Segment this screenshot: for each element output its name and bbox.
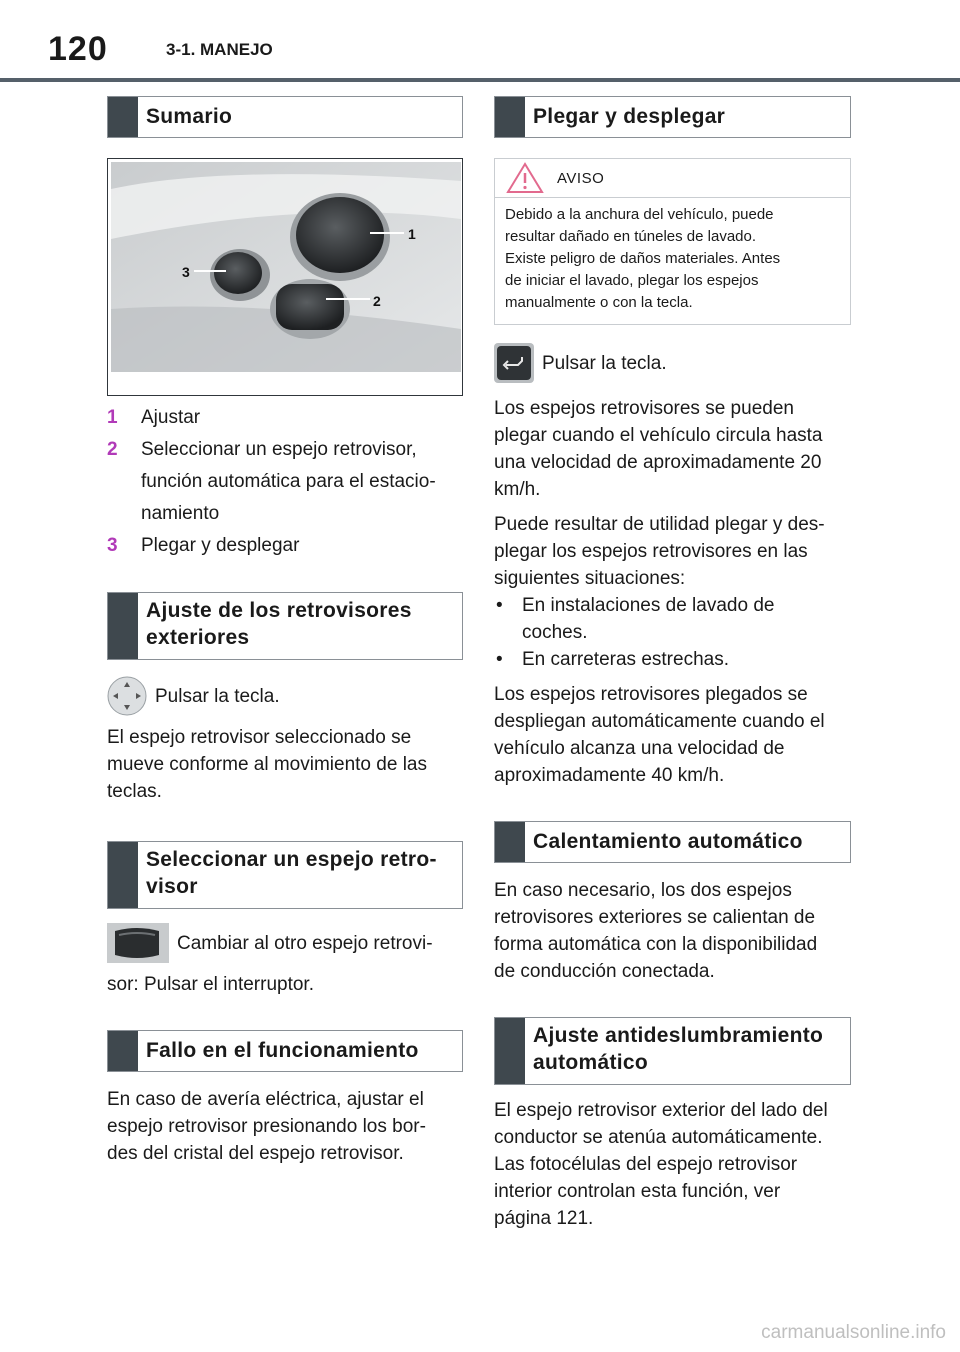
list-item: 1 Ajustar (107, 407, 201, 428)
callout-2: 2 (373, 293, 381, 309)
ajuste-body: mueve conforme al movimiento de las (107, 754, 427, 775)
aviso-text: Debido a la anchura del vehículo, puede (505, 206, 774, 223)
ajuste-title-line2: exteriores (146, 626, 250, 649)
ajuste-body: teclas. (107, 781, 162, 802)
calent-body: forma automática con la disponibilidad (494, 934, 818, 955)
fallo-body: espejo retrovisor presionando los bor- (107, 1116, 426, 1137)
fallo-title: Fallo en el funcionamiento (146, 1039, 419, 1062)
antides-body: Las fotocélulas del espejo retrovisor (494, 1154, 798, 1175)
list-item: 2 Seleccionar un espejo retrovisor, (107, 439, 417, 460)
bullet-item: • En carreteras estrechas. (496, 649, 729, 670)
sumario-title: Sumario (146, 105, 233, 128)
plegar-body: km/h. (494, 479, 541, 500)
list-item: namiento (141, 503, 220, 524)
list-item: 3 Plegar y desplegar (107, 535, 300, 556)
plegar-body: plegar los espejos retrovisores en las (494, 541, 808, 562)
section-antideslumbramiento (494, 1017, 851, 1085)
mirror-switch-icon (107, 923, 169, 963)
select-body-line2: sor: Pulsar el interruptor. (107, 974, 314, 995)
antides-body: interior controlan esta función, ver (494, 1181, 781, 1202)
bullet-item: • En instalaciones de lavado de coches. (496, 595, 775, 643)
section-fallo (107, 1030, 463, 1072)
aviso-text: de iniciar el lavado, plegar los espejos (505, 272, 759, 289)
plegar-body: Los espejos retrovisores plegados se (494, 684, 808, 705)
aviso-text: manualmente o con la tecla. (505, 294, 693, 311)
calent-title: Calentamiento automático (533, 830, 803, 853)
callout-1: 1 (408, 226, 416, 242)
fold-mirror-button-icon (494, 343, 534, 383)
aviso-text: resultar dañado en túneles de lavado. (505, 228, 757, 245)
antides-body: El espejo retrovisor exterior del lado del (494, 1100, 828, 1121)
header-rule (0, 78, 960, 82)
watermark: carmanualsonline.info (761, 1322, 946, 1343)
ajuste-press-text: Pulsar la tecla. (155, 685, 280, 707)
ajuste-title-line1: Ajuste de los retrovisores (146, 599, 412, 622)
plegar-body: siguientes situaciones: (494, 568, 686, 589)
directional-pad-icon (107, 676, 147, 716)
plegar-body: Los espejos retrovisores se pueden (494, 398, 794, 419)
plegar-body: Puede resultar de utilidad plegar y des- (494, 514, 825, 535)
section-plegar (494, 96, 851, 138)
select-title-line2: visor (146, 875, 198, 898)
aviso-label: AVISO (557, 169, 605, 187)
section-seleccionar-espejo (107, 841, 463, 909)
calent-body: de conducción conectada. (494, 961, 715, 982)
plegar-title: Plegar y desplegar (533, 105, 726, 128)
figure-legend (107, 402, 463, 562)
warning-triangle-icon (505, 161, 545, 195)
section-ajuste-retrovisores (107, 592, 463, 660)
plegar-body: una velocidad de aproximadamente 20 (494, 452, 822, 473)
antides-title-line2: automático (533, 1051, 649, 1074)
plegar-body: despliegan automáticamente cuando el (494, 711, 825, 732)
right-column (494, 96, 851, 1232)
section-calentamiento (494, 821, 851, 863)
calent-body: En caso necesario, los dos espejos (494, 880, 792, 901)
select-title-line1: Seleccionar un espejo retro- (146, 848, 437, 871)
select-body-line1: Cambiar al otro espejo retrovi- (177, 932, 433, 954)
antides-body: página 121. (494, 1208, 594, 1229)
aviso-text: Existe peligro de daños materiales. Antes (505, 250, 781, 267)
mirror-controls-figure (107, 158, 463, 396)
list-item: función automática para el estacio- (141, 471, 436, 492)
calent-body: retrovisores exteriores se calientan de (494, 907, 816, 928)
callout-3: 3 (182, 264, 190, 280)
plegar-body: vehículo alcanza una velocidad de (494, 738, 785, 759)
aviso-box (494, 158, 851, 325)
mirror-controls-illustration (108, 159, 463, 395)
antides-title-line1: Ajuste antideslumbramiento (533, 1024, 824, 1047)
plegar-body: plegar cuando el vehículo circula hasta (494, 425, 823, 446)
ajuste-body: El espejo retrovisor seleccionado se (107, 727, 412, 748)
left-column (107, 96, 463, 1167)
fallo-body: des del cristal del espejo retrovisor. (107, 1143, 404, 1164)
section-sumario (107, 96, 463, 138)
fallo-body: En caso de avería eléctrica, ajustar el (107, 1089, 424, 1110)
section-title: 3-1. MANEJO (166, 40, 273, 59)
plegar-body: aproximadamente 40 km/h. (494, 765, 725, 786)
antides-body: conductor se atenúa automáticamente. (494, 1127, 823, 1148)
plegar-press-text: Pulsar la tecla. (542, 352, 667, 374)
page-number: 120 (48, 30, 108, 68)
